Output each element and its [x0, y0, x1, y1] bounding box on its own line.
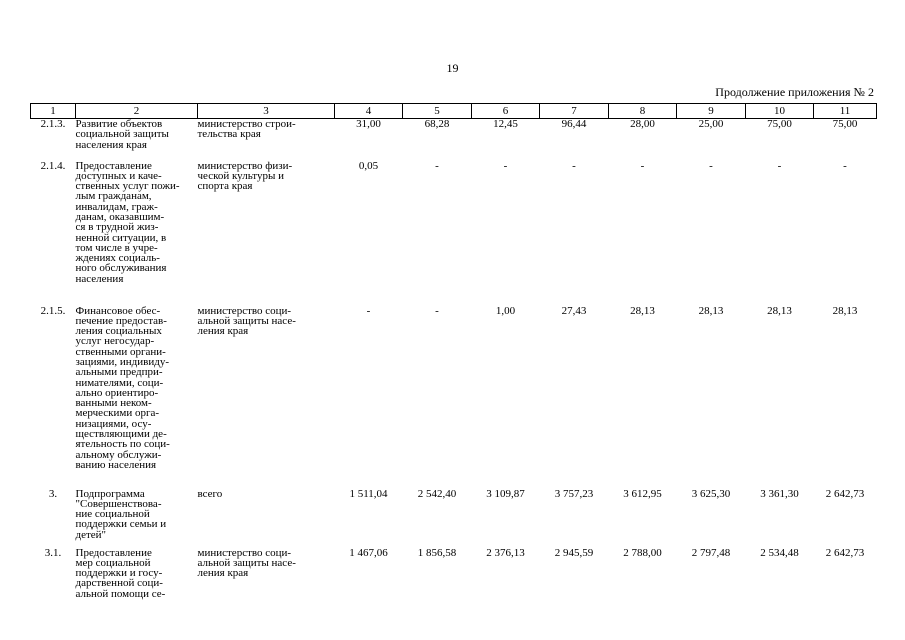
value-col-9: 3 625,30 — [691, 487, 731, 500]
column-number-11: 11 — [814, 104, 877, 119]
column-number-3: 3 — [198, 104, 335, 119]
value-col-9: 25,00 — [698, 118, 724, 130]
column-number-7: 7 — [540, 104, 609, 119]
table-row — [31, 161, 877, 306]
value-col-10: 2 534,48 — [760, 546, 799, 559]
value-col-8: 2 788,00 — [623, 546, 662, 559]
item-name: Предоставление мер социальной поддержки и госу- дарственной соци- альной помощи се- — [75, 546, 166, 600]
table-row — [31, 548, 877, 618]
value-col-6: 3 109,87 — [486, 487, 525, 500]
item-code: 3.1. — [44, 546, 62, 559]
item-name: Развитие объектов социальной защиты населения края — [75, 118, 169, 151]
value-col-7: 96,44 — [561, 118, 587, 130]
value-col-11: - — [843, 159, 847, 172]
item-name: Финансовое обес- печение предостав- ления социальных услуг негосудар- ственными органи- зациями, индивиду- альными предпри- нимателями, соци- ально ориентиро- ванными неком- мерческими орга- низациями, осу- ществляющими де- ятельность по соци- альному обслужи- ванию населения — [75, 304, 170, 471]
item-code: 3. — [48, 487, 58, 500]
column-number-6: 6 — [472, 104, 540, 119]
value-col-11: 28,13 — [832, 304, 858, 317]
item-code: 2.1.3. — [40, 118, 66, 130]
value-col-7: 3 757,23 — [554, 487, 594, 500]
value-col-8: - — [640, 159, 645, 172]
column-number-4: 4 — [335, 104, 403, 119]
value-col-4: 1 467,06 — [349, 546, 388, 559]
responsible-organization: министерство соци- альной защиты насе- ления края — [197, 304, 296, 338]
column-number-8: 8 — [609, 104, 677, 119]
column-number-1: 1 — [31, 104, 76, 119]
value-col-4: 1 511,04 — [349, 487, 388, 500]
item-name: Предоставление доступных и каче- ственных услуг пожи- лым гражданам, инвалидам, граж- данам, оказавшим- ся в трудной жиз- ненной ситуации, в том числе в учре- ждениях социаль- ного обслуживания населения — [75, 159, 180, 285]
value-col-6: 2 376,13 — [486, 546, 525, 559]
column-number-5: 5 — [403, 104, 472, 119]
responsible-organization: всего — [197, 487, 223, 500]
item-code: 2.1.4. — [40, 159, 66, 172]
value-col-8: 3 612,95 — [623, 487, 662, 500]
value-col-8: 28,13 — [630, 304, 655, 317]
value-col-8: 28,00 — [630, 118, 655, 130]
value-col-4: 31,00 — [356, 118, 381, 130]
appendix-continuation-note: Продолжение приложения № 2 — [715, 85, 874, 99]
column-number-9: 9 — [677, 104, 746, 119]
value-col-5: 2 542,40 — [417, 487, 457, 500]
value-col-5: 1 856,58 — [417, 546, 457, 559]
responsible-organization: министерство физи- ческой культуры и спорта края — [197, 159, 293, 193]
table-row — [31, 119, 877, 161]
column-number-10: 10 — [746, 104, 814, 119]
value-col-7: 27,43 — [561, 304, 587, 317]
budget-table — [30, 103, 877, 618]
value-col-7: 2 945,59 — [554, 546, 594, 559]
value-col-4: - — [366, 304, 371, 317]
table-body — [31, 119, 877, 618]
value-col-6: 12,45 — [493, 118, 518, 130]
value-col-6: - — [503, 159, 508, 172]
value-col-9: 28,13 — [698, 304, 724, 317]
item-name: Подпрограмма "Совершенствова- ние социальной поддержки семьи и детей" — [75, 487, 167, 541]
value-col-11: 75,00 — [832, 118, 858, 130]
value-col-10: 3 361,30 — [760, 487, 799, 500]
value-col-5: - — [435, 304, 439, 317]
value-col-5: - — [435, 159, 439, 172]
responsible-organization: министерство строи- тельства края — [197, 118, 296, 141]
table-row — [31, 306, 877, 489]
value-col-5: 68,28 — [424, 118, 450, 130]
responsible-organization: министерство соци- альной защиты насе- ления края — [197, 546, 296, 580]
value-col-11: 2 642,73 — [825, 546, 865, 559]
value-col-6: 1,00 — [495, 304, 516, 317]
value-col-7: - — [572, 159, 576, 172]
value-col-10: 28,13 — [767, 304, 792, 317]
value-col-9: 2 797,48 — [691, 546, 731, 559]
column-number-row — [31, 104, 877, 119]
column-number-2: 2 — [76, 104, 198, 119]
value-col-10: - — [777, 159, 782, 172]
table-row — [31, 489, 877, 548]
page-number: 19 — [446, 61, 459, 75]
item-code: 2.1.5. — [40, 304, 66, 317]
value-col-4: 0,05 — [358, 159, 379, 172]
value-col-9: - — [709, 159, 713, 172]
value-col-10: 75,00 — [767, 118, 792, 130]
value-col-11: 2 642,73 — [825, 487, 865, 500]
